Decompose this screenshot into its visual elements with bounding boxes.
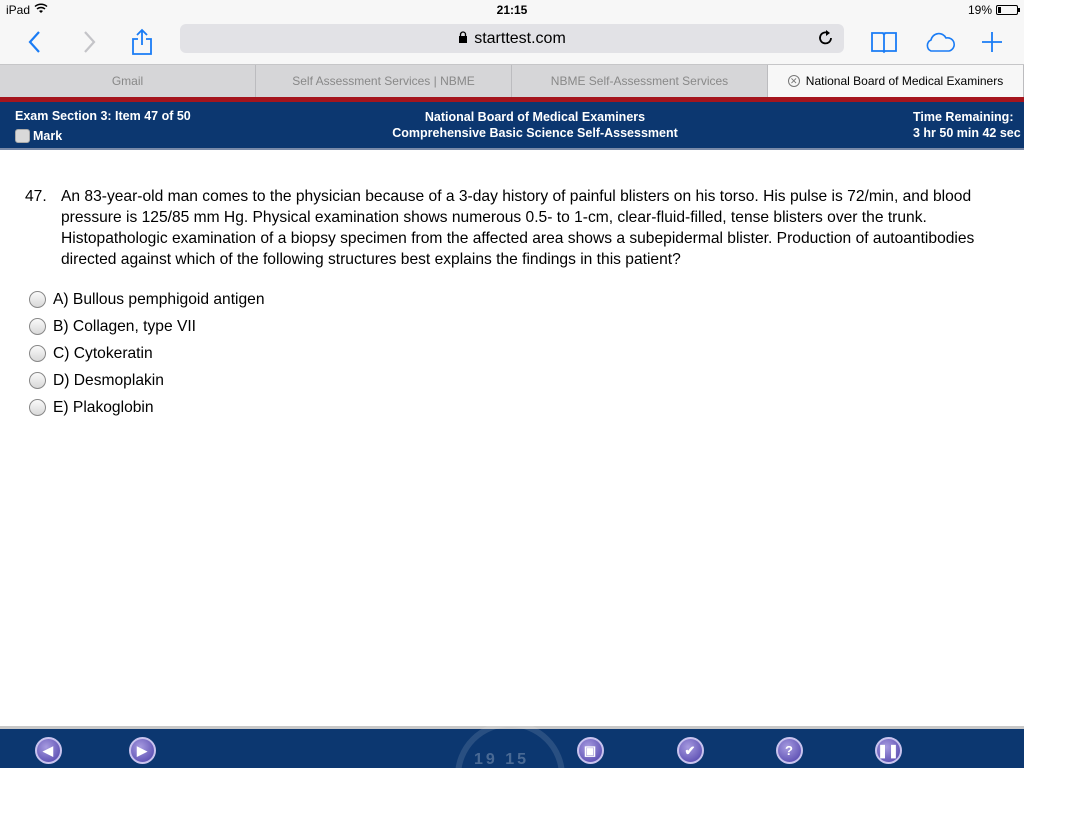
share-icon [131, 28, 153, 56]
bookmarks-button[interactable] [868, 26, 900, 58]
next-arrow-icon: ▶ [129, 737, 156, 764]
exam-title: Comprehensive Basic Science Self-Assessment [392, 126, 678, 140]
back-button[interactable] [18, 26, 50, 58]
pause-button[interactable] [843, 737, 933, 780]
battery-percent: 19% [967, 3, 992, 17]
exam-header [0, 102, 1024, 150]
tab-bar [0, 64, 1024, 97]
review-label: Review [669, 766, 711, 780]
radio-button[interactable] [29, 345, 46, 362]
previous-arrow-icon: ◀ [35, 737, 62, 764]
pause-label: Pause [870, 766, 906, 780]
question-number: 47. [25, 188, 47, 205]
radio-button[interactable] [29, 399, 46, 416]
question-text: An 83-year-old man comes to the physician because of a 3-day history of painful blisters on his torso. His pulse is 72/min, and blood pressure is 125/85 mm Hg. Physical examination shows numerous 0.5- to 1-cm, clear-fluid-filled, tense blisters over the trunk. Histopathologic examination of a biopsy specimen from the affected area shows a subepidermal blister. Production of autoantibodies directed against which of the following structures best explains the findings in this patient? [61, 188, 975, 268]
previous-label: Previous [22, 766, 74, 780]
tab-nbme-active[interactable] [768, 65, 1024, 97]
time-remaining-value: 3 hr 50 min 42 sec [913, 126, 1021, 140]
radio-button[interactable] [29, 291, 46, 308]
share-button[interactable] [126, 26, 158, 58]
lab-values-icon: ▣ [577, 737, 604, 764]
clock: 21:15 [496, 3, 528, 17]
device-name: iPad [6, 3, 31, 17]
pause-icon: ❚❚ [875, 737, 902, 764]
answer-option-d[interactable] [29, 367, 265, 394]
exam-footer [0, 726, 1024, 780]
checkmark-icon: ✔ [677, 737, 704, 764]
mark-label: Mark [33, 129, 63, 143]
radio-button[interactable] [29, 372, 46, 389]
answer-option-b[interactable] [29, 313, 265, 340]
help-label: Help [775, 766, 802, 780]
option-label: E) Plakoglobin [53, 398, 154, 416]
question-icon: ? [776, 737, 803, 764]
option-label: A) Bullous pemphigoid antigen [53, 290, 265, 308]
lab-values-label: Lab Values [558, 766, 622, 780]
url-text: starttest.com [474, 29, 566, 47]
lab-values-button[interactable] [545, 737, 635, 780]
org-name: National Board of Medical Examiners [424, 110, 646, 124]
battery-icon [996, 5, 1018, 15]
option-label: C) Cytokeratin [53, 344, 153, 362]
address-bar[interactable] [180, 24, 844, 53]
cloud-icon [923, 31, 957, 53]
browser-toolbar [0, 20, 1024, 64]
lock-icon [458, 30, 468, 48]
answer-options [29, 286, 265, 421]
time-remaining-label: Time Remaining: [913, 110, 1014, 124]
chevron-right-icon [83, 30, 97, 54]
review-button[interactable] [645, 737, 735, 780]
question-stem [25, 186, 1000, 270]
answer-option-a[interactable] [29, 286, 265, 313]
reload-icon[interactable] [818, 29, 834, 52]
tab-nbme-self-assessment[interactable] [512, 65, 768, 97]
radio-button[interactable] [29, 318, 46, 335]
next-label: Next [128, 766, 155, 780]
battery-fill [998, 7, 1001, 13]
answer-option-c[interactable] [29, 340, 265, 367]
tab-label: Gmail [111, 74, 144, 88]
plus-icon [981, 31, 1003, 53]
tab-label: Self Assessment Services | NBME [292, 74, 475, 88]
new-tab-button[interactable] [976, 26, 1008, 58]
seal-year: 19 15 [474, 751, 530, 768]
forward-button[interactable] [74, 26, 106, 58]
option-label: B) Collagen, type VII [53, 317, 197, 335]
previous-button[interactable] [3, 737, 93, 780]
chevron-left-icon [27, 30, 41, 54]
section-item-indicator: Exam Section 3: Item 47 of 50 [15, 109, 191, 123]
close-tab-icon[interactable]: ✕ [788, 75, 800, 87]
tab-gmail[interactable] [0, 65, 256, 97]
book-icon [870, 30, 898, 54]
help-button[interactable] [744, 737, 834, 780]
option-label: D) Desmoplakin [53, 371, 164, 389]
tab-label: National Board of Medical Examiners [805, 74, 1004, 88]
status-bar [0, 0, 1024, 20]
tab-label: NBME Self-Assessment Services [550, 74, 729, 88]
answer-option-e[interactable] [29, 394, 265, 421]
icloud-tabs-button[interactable] [924, 26, 956, 58]
tab-self-assessment-services[interactable] [256, 65, 512, 97]
next-button[interactable] [97, 737, 187, 780]
